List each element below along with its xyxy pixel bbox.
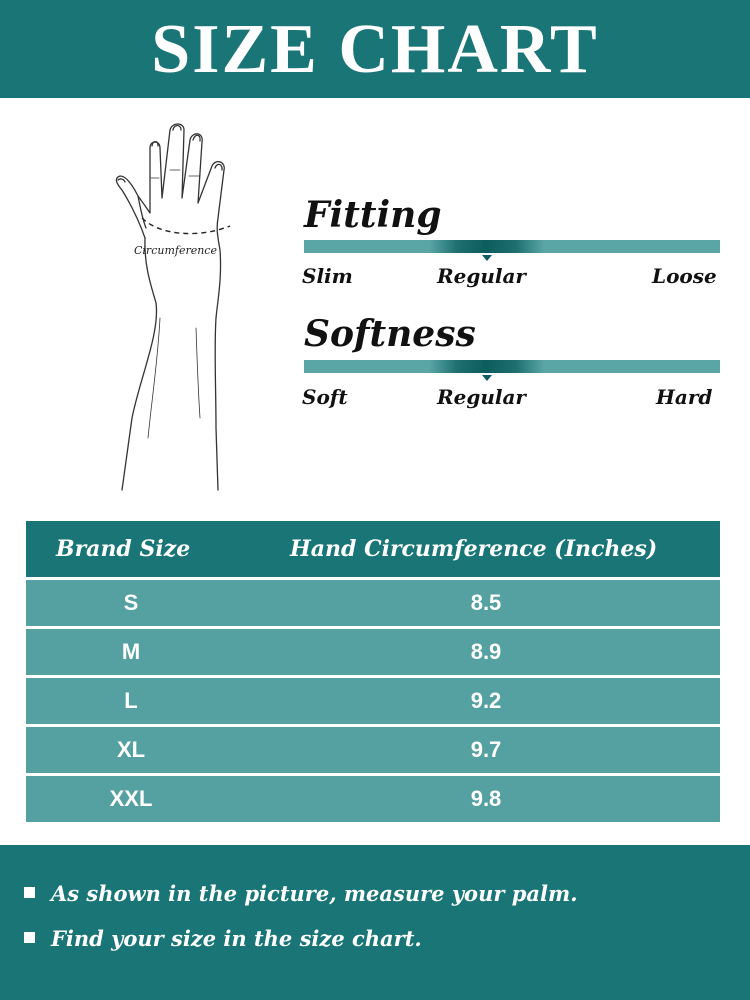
bullet-icon — [24, 932, 35, 943]
size-table — [26, 521, 720, 825]
fitting-label-slim: Slim — [302, 264, 353, 288]
fitting-highlight — [429, 240, 544, 253]
size-cell: L — [124, 688, 138, 713]
table-row — [26, 727, 720, 773]
bullet-icon — [24, 887, 35, 898]
softness-title: Softness — [304, 313, 476, 355]
note-item — [24, 926, 422, 952]
table-row — [26, 678, 720, 724]
fitting-scale-bar — [304, 240, 720, 253]
fitting-marker-icon — [482, 255, 492, 261]
header-banner — [0, 0, 750, 98]
size-cell: S — [123, 590, 139, 615]
circumference-label: Circumference — [134, 244, 217, 257]
note-text: As shown in the picture, measure your palm. — [51, 881, 578, 906]
table-row — [26, 580, 720, 626]
table-header — [26, 521, 720, 577]
softness-marker-icon — [482, 375, 492, 381]
value-cell: 8.5 — [470, 590, 502, 615]
value-cell: 8.9 — [470, 639, 502, 664]
table-row — [26, 629, 720, 675]
fitting-title: Fitting — [304, 194, 442, 236]
fitting-label-regular: Regular — [437, 264, 526, 288]
size-cell: XXL — [109, 786, 153, 811]
fitting-label-loose: Loose — [652, 264, 717, 288]
header-hand-circumference: Hand Circumference (Inches) — [290, 536, 658, 562]
page-title: SIZE CHART — [151, 11, 599, 88]
header-brand-size: Brand Size — [56, 536, 191, 562]
value-cell: 9.2 — [470, 688, 502, 713]
softness-highlight — [429, 360, 544, 373]
softness-label-regular: Regular — [437, 385, 526, 409]
softness-scale-bar — [304, 360, 720, 373]
size-cell: XL — [116, 737, 146, 762]
softness-label-soft: Soft — [302, 385, 348, 409]
footer-notes — [0, 845, 750, 1000]
note-item — [24, 881, 578, 907]
size-cell: M — [121, 639, 141, 664]
table-row — [26, 776, 720, 822]
note-text: Find your size in the size chart. — [51, 926, 422, 951]
hand-illustration — [100, 118, 260, 493]
value-cell: 9.7 — [470, 737, 502, 762]
softness-label-hard: Hard — [656, 385, 713, 409]
value-cell: 9.8 — [470, 786, 502, 811]
